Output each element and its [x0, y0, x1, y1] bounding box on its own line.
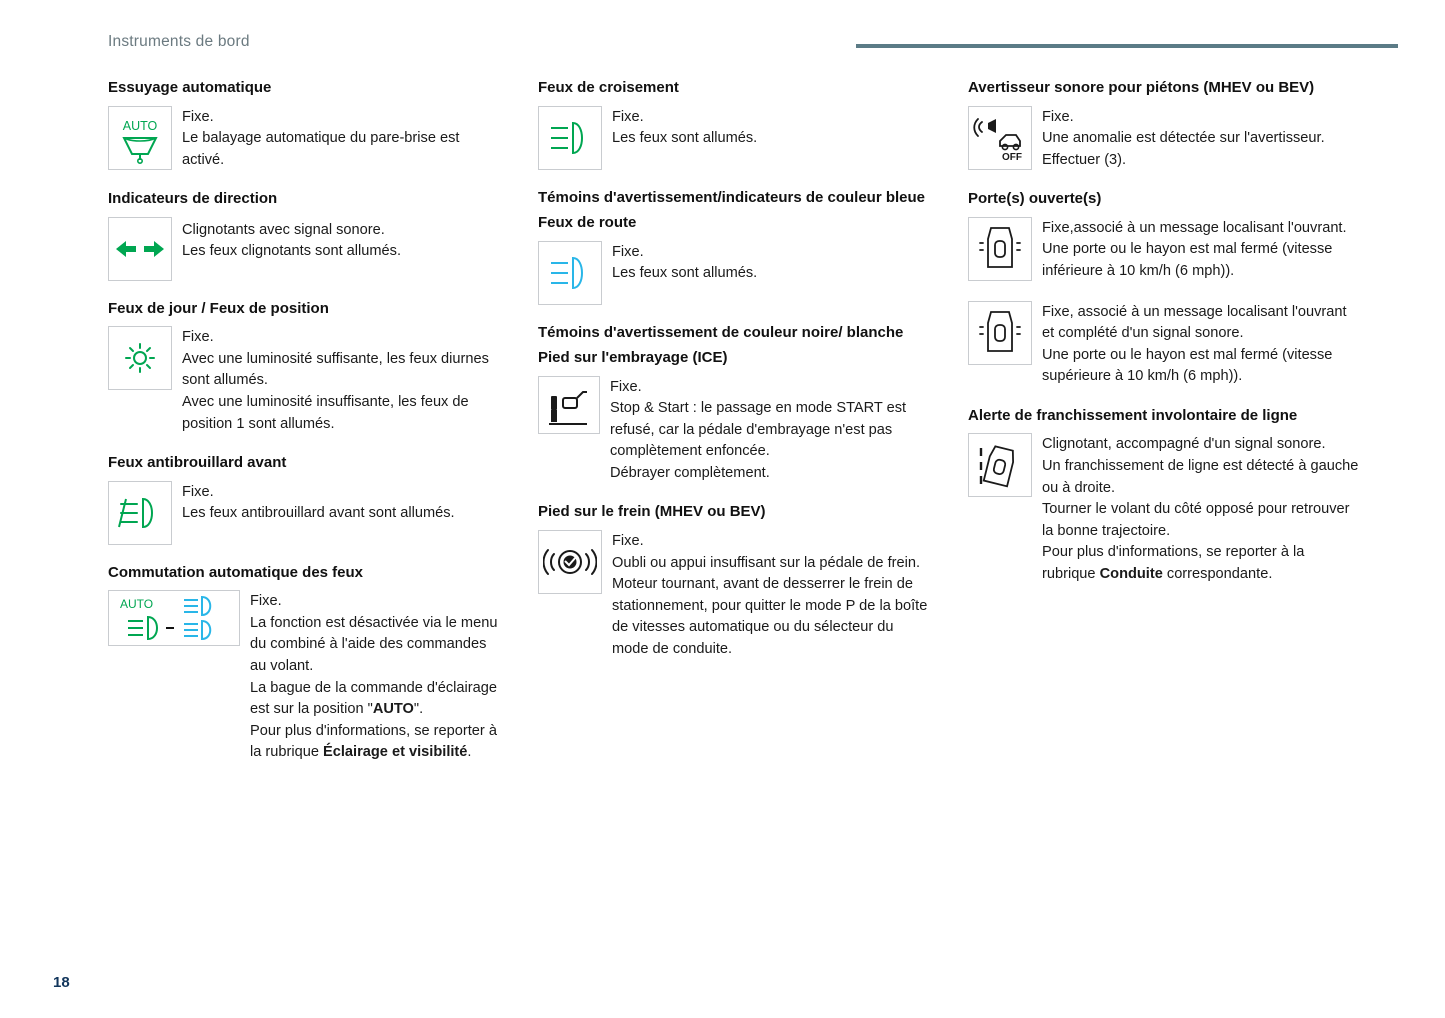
- icon-wrap: [968, 301, 1032, 365]
- line: Fixe.: [1042, 108, 1074, 125]
- column-2: [538, 78, 931, 782]
- column-3: [968, 78, 1361, 782]
- content-columns: [108, 78, 1400, 782]
- line: Clignotants avec signal sonore.: [182, 221, 385, 238]
- header-rule: [856, 44, 1398, 48]
- symbol-entry-auto-wipe: [108, 106, 501, 172]
- icon-wrap: [108, 106, 172, 170]
- line: Les feux sont allumés.: [612, 130, 758, 147]
- section-heading-commutation-automatique: Commutation automatique des feux: [108, 563, 364, 581]
- line: Clignotant, accompagné d'un signal sonore.: [1042, 436, 1326, 453]
- section-heading-alerte-franchissement: Alerte de franchissement involontaire de ligne: [968, 406, 1298, 424]
- line: Fixe.: [182, 329, 214, 346]
- line: Les feux clignotants sont allumés.: [182, 243, 402, 260]
- line: Fixe,associé à un message localisant l'ouvrant.: [1042, 219, 1347, 236]
- line: Fixe.: [612, 532, 644, 549]
- symbol-description: [182, 219, 401, 263]
- daytime-running-lights-icon: [108, 326, 172, 390]
- symbol-entry-front-fog-lights: [108, 481, 501, 545]
- icon-wrap: [968, 217, 1032, 281]
- svg-text:AUTO: AUTO: [120, 597, 154, 612]
- line: Le balayage automatique du pare-brise est activé.: [182, 130, 460, 168]
- symbol-description: [182, 106, 501, 172]
- symbol-entry-high-beam: [538, 241, 931, 305]
- symbol-entry-low-beam: [538, 106, 931, 170]
- line: Fixe.: [610, 378, 642, 395]
- symbol-description: [1042, 106, 1325, 172]
- line: Pour plus d'informations, se reporter à la rubrique Éclairage et visibilité.: [250, 722, 497, 761]
- line: Fixe.: [182, 108, 214, 125]
- icon-wrap: [538, 376, 600, 434]
- symbol-entry-door-open-low-speed: [968, 217, 1361, 283]
- section-heading-feux-antibrouillard-avant: Feux antibrouillard avant: [108, 454, 287, 472]
- line: Oubli ou appui insuffisant sur la pédale de frein.: [612, 554, 921, 571]
- icon-wrap: [538, 241, 602, 305]
- icon-wrap: [968, 433, 1032, 497]
- icon-wrap: [538, 530, 602, 594]
- page-header: [108, 33, 1398, 57]
- subsection-heading-feux-de-route: Feux de route: [538, 214, 637, 231]
- line: Fixe.: [182, 483, 214, 500]
- symbol-entry-foot-on-clutch: [538, 376, 931, 485]
- turn-signal-arrows-icon: [108, 217, 172, 281]
- line: Un franchissement de ligne est détecté à gauche ou à droite.: [1042, 458, 1359, 496]
- icon-wrap: [108, 481, 172, 545]
- symbol-entry-lane-departure: [968, 433, 1361, 585]
- front-fog-lights-icon: [108, 481, 172, 545]
- lane-departure-warning-icon: [968, 433, 1032, 497]
- symbol-description: [612, 241, 757, 285]
- line: Fixe.: [612, 108, 644, 125]
- line: Avec une luminosité insuffisante, les feux de position 1 sont allumés.: [182, 394, 469, 432]
- symbol-entry-pedestrian-horn: [968, 106, 1361, 172]
- foot-on-brake-icon: [538, 530, 602, 594]
- line: Une porte ou le hayon est mal fermé (vitesse supérieure à 10 km/h (6 mph)).: [1042, 346, 1333, 385]
- section-heading-portes-ouvertes: Porte(s) ouverte(s): [968, 190, 1102, 208]
- line: La bague de la commande d'éclairage est sur la position "AUTO".: [250, 679, 497, 718]
- line: Fixe.: [612, 243, 644, 260]
- section-heading-temoins-noire-blanche: Témoins d'avertissement de couleur noire/ blanche: [538, 323, 904, 341]
- section-heading-feux-de-jour: Feux de jour / Feux de position: [108, 299, 329, 317]
- section-heading-avertisseur-sonore: Avertisseur sonore pour piétons (MHEV ou BEV): [968, 79, 1315, 96]
- section-heading-pied-sur-le-frein: Pied sur le frein (MHEV ou BEV): [538, 503, 766, 521]
- icon-wrap: [968, 106, 1032, 170]
- line: Une anomalie est détectée sur l'avertisseur.: [1042, 130, 1325, 147]
- line: Fixe.: [250, 593, 282, 610]
- symbol-description: [610, 376, 931, 485]
- svg-text:OFF: OFF: [1002, 151, 1022, 163]
- auto-wipe-icon: [108, 106, 172, 170]
- low-beam-headlights-icon: [538, 106, 602, 170]
- page-number: 18: [53, 974, 70, 991]
- line: Avec une luminosité suffisante, les feux diurnes sont allumés.: [182, 350, 489, 389]
- foot-on-clutch-icon: [538, 376, 600, 434]
- symbol-description: [182, 481, 455, 525]
- pedestrian-warning-horn-off-icon: [968, 106, 1032, 170]
- line: Pour plus d'informations, se reporter à la rubrique Conduite correspondante.: [1042, 544, 1305, 582]
- symbol-description: [1042, 217, 1361, 283]
- high-beam-headlights-icon: [538, 241, 602, 305]
- line: La fonction est désactivée via le menu du combiné à l'aide des commandes au volant.: [250, 614, 498, 675]
- line: Les feux antibrouillard avant sont allumés.: [182, 505, 455, 522]
- svg-text:AUTO: AUTO: [122, 118, 158, 133]
- symbol-description: [182, 326, 501, 435]
- line: Fixe, associé à un message localisant l'ouvrant et complété d'un signal sonore.: [1042, 303, 1347, 342]
- symbol-description: [250, 590, 501, 764]
- symbol-description: [1042, 301, 1361, 388]
- symbol-description: [1042, 433, 1361, 585]
- automatic-headlamp-switching-icon: [108, 590, 240, 646]
- subsection-heading-pied-sur-embrayage: Pied sur l'embrayage (ICE): [538, 349, 728, 366]
- door-open-icon: [968, 217, 1032, 281]
- line: Moteur tournant, avant de desserrer le frein de stationnement, pour quitter le mode P de la boîte de vitesses automatique ou du sélecteur du mode de conduite.: [612, 576, 928, 657]
- icon-wrap: [108, 326, 172, 390]
- icon-wrap: [108, 590, 240, 646]
- section-heading-essuyage-automatique: Essuyage automatique: [108, 79, 272, 96]
- symbol-entry-door-open-high-speed: [968, 301, 1361, 388]
- symbol-description: [612, 106, 757, 150]
- icon-wrap: [108, 217, 172, 281]
- line: Tourner le volant du côté opposé pour retrouver la bonne trajectoire.: [1042, 501, 1350, 539]
- section-heading-indicateurs-de-direction: Indicateurs de direction: [108, 190, 278, 208]
- line: Stop & Start : le passage en mode START est refusé, car la pédale d'embrayage n'est pas complètement enfoncée.: [610, 400, 907, 460]
- column-1: [108, 78, 501, 782]
- line: Les feux sont allumés.: [612, 265, 758, 282]
- symbol-entry-daytime-running-lights: [108, 326, 501, 435]
- door-open-icon: [968, 301, 1032, 365]
- symbol-description: [612, 530, 931, 661]
- line: Une porte ou le hayon est mal fermé (vitesse inférieure à 10 km/h (6 mph)).: [1042, 241, 1333, 279]
- page-header-title: Instruments de bord: [108, 33, 250, 50]
- symbol-entry-foot-on-brake: [538, 530, 931, 661]
- line: Débrayer complètement.: [610, 464, 770, 481]
- line: Effectuer (3).: [1042, 151, 1127, 168]
- section-heading-temoins-bleue: Témoins d'avertissement/indicateurs de couleur bleue: [538, 188, 926, 206]
- icon-wrap: [538, 106, 602, 170]
- symbol-entry-automatic-headlamp-switching: [108, 590, 501, 764]
- section-heading-feux-de-croisement: Feux de croisement: [538, 79, 679, 96]
- symbol-entry-turn-signals: [108, 217, 501, 281]
